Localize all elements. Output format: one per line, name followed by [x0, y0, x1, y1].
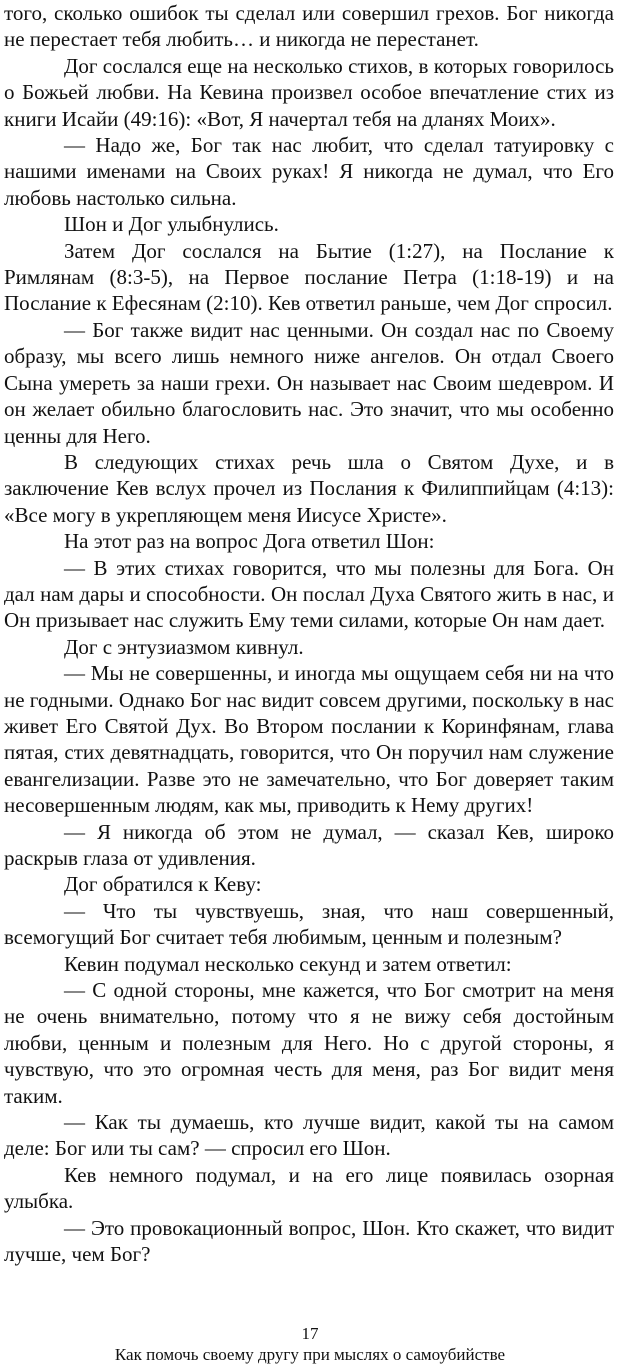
paragraph: — В этих стихах говорится, что мы полезны для Бога. Он дал нам дары и способности. Он послал Духа Святого жить в нас, и Он призывает нас служить Ему теми силами, которые Он нам дает.: [4, 555, 614, 633]
paragraph: того, сколько ошибок ты сделал или совершил грехов. Бог никогда не перестает тебя любить… и никогда не перестанет.: [4, 1, 614, 52]
paragraph: — Мы не совершенны, и иногда мы ощущаем себя ни на что не годными. Однако Бог нас видит совсем другими, поскольку в нас живет Его Святой Дух. Во Втором послании к Коринфянам, глава пятая, стих девятнадцать, говорится, что Он поручил нам служение евангелизации. Разве это не замечательно, что Бог доверяет таким несовершенным людям, как мы, приводить к Нему других!: [4, 661, 614, 818]
paragraph: — Это провокационный вопрос, Шон. Кто скажет, что видит лучше, чем Бог?: [4, 1215, 614, 1267]
page-body: [4, 0, 614, 1268]
paragraph: Дог обратился к Кеву:: [64, 872, 262, 897]
paragraph: В следующих стихах речь шла о Святом Духе, и в заключение Кев вслух прочел из Послания к Филиппийцам (4:13): «Все могу в укрепляющем меня Иисусе Христе».: [4, 449, 614, 527]
paragraph: Затем Дог сослался на Бытие (1:27), на Послание к Римлянам (8:3-5), на Первое послание Петра (1:18-19) и на Послание к Ефесянам (2:10). Кев ответил раньше, чем Дог спросил.: [4, 238, 614, 316]
paragraph: — Что ты чувствуешь, зная, что наш совершенный, всемогущий Бог считает тебя любимым, ценным и полезным?: [4, 898, 614, 950]
paragraph: — Я никогда об этом не думал, — сказал Кев, широко раскрыв глаза от удивления.: [4, 819, 614, 870]
paragraph: Кев немного подумал, и на его лице появилась озорная улыбка.: [4, 1162, 614, 1214]
paragraph: — Бог также видит нас ценными. Он создал нас по Своему образу, мы всего лишь немного ниже ангелов. Он отдал Своего Сына умереть за наши грехи. Он называет нас Своим шедевром. И он желает обильно благословить нас. Это значит, что мы особенно ценны для Него.: [4, 317, 614, 448]
paragraph: Шон и Дог улыбнулись.: [64, 212, 279, 237]
paragraph: — С одной стороны, мне кажется, что Бог смотрит на меня не очень внимательно, потому что я не вижу себя достойным любви, ценным и полезным для Него. Но с другой стороны, я чувствую, что это огромная честь для меня, раз Бог видит меня таким.: [4, 978, 614, 1108]
page-number: 17: [301, 1324, 319, 1343]
paragraph: Дог сослался еще на несколько стихов, в которых говорилось о Божьей любви. На Кевина произвел особое впечатление стих из книги Исайи (49:16): «Вот, Я начертал тебя на дланях Моих».: [4, 53, 614, 131]
paragraph: Кевин подумал несколько секунд и затем ответил:: [64, 951, 512, 976]
paragraph: — Надо же, Бог так нас любит, что сделал татуировку с нашими именами на Своих руках! Я никогда не думал, что Его любовь настолько сильна.: [4, 133, 614, 210]
paragraph: — Как ты думаешь, кто лучше видит, какой ты на самом деле: Бог или ты сам? — спросил его Шон.: [4, 1110, 614, 1161]
paragraph: На этот раз на вопрос Дога ответил Шон:: [64, 529, 435, 554]
running-footer-title: Как помочь своему другу при мыслях о самоубийстве: [114, 1345, 506, 1364]
paragraph: Дог с энтузиазмом кивнул.: [64, 634, 304, 659]
